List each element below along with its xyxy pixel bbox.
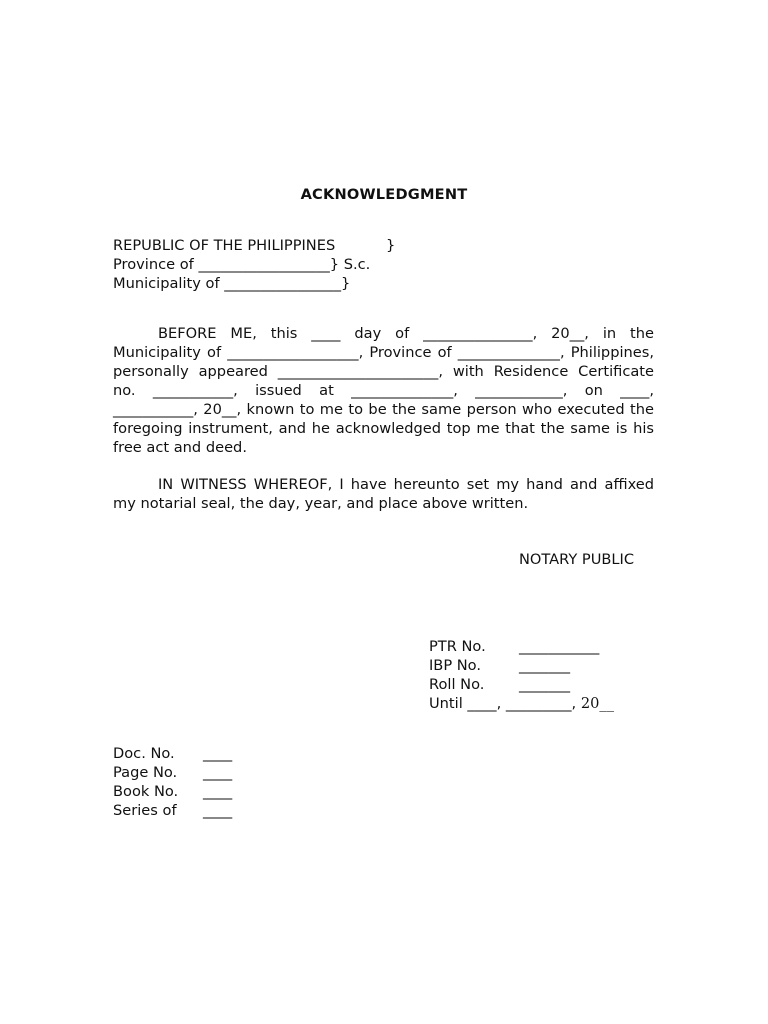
doc-row: [113, 744, 253, 763]
venue-block: [113, 236, 453, 293]
series-label: Series of: [113, 802, 177, 819]
document-title: ACKNOWLEDGMENT: [300, 186, 468, 203]
until-year: 20__: [580, 695, 614, 712]
ptr-label: PTR No.: [429, 638, 486, 655]
series-row: [113, 801, 253, 820]
book-value: ____: [203, 783, 233, 800]
page-label: Page No.: [113, 764, 178, 781]
until-text: Until ____, _________,: [429, 695, 577, 712]
venue-line-municipality: Municipality of ________________}: [113, 275, 351, 292]
acknowledgment-paragraph: BEFORE ME, this ____ day of _______________, 20__, in the Municipality of __________________, Province of ______________, Philippines, personally appeared ______________________, with Residence Certificate no. ___________, issued at ______________, ____________, on ____, ___________, 20__, known to me to be the same person who executed the foregoing instrument, and he acknowledged top me that the same is his free act and deed.: [113, 325, 654, 456]
page-value: ____: [203, 764, 233, 781]
series-value: ____: [203, 802, 233, 819]
notary-public-label: NOTARY PUBLIC: [519, 551, 635, 568]
ibp-value: _______: [519, 657, 571, 674]
roll-label: Roll No.: [429, 676, 485, 693]
ibp-row: [429, 656, 649, 675]
venue-line-republic: [113, 236, 453, 255]
ptr-value: ___________: [519, 638, 600, 655]
book-label: Book No.: [113, 783, 179, 800]
venue-republic-text: REPUBLIC OF THE PHILIPPINES: [113, 237, 336, 254]
doc-label: Doc. No.: [113, 745, 175, 762]
venue-line-province: Province of __________________} S.c.: [113, 256, 371, 273]
witness-paragraph: IN WITNESS WHEREOF, I have hereunto set my hand and affixed my notarial seal, the day, year, and place above written.: [113, 476, 654, 512]
doc-value: ____: [203, 745, 233, 762]
ibp-label: IBP No.: [429, 657, 481, 674]
ptr-block: [429, 637, 649, 713]
book-row: [113, 782, 253, 801]
venue-brace: }: [386, 237, 396, 254]
page-row: [113, 763, 253, 782]
roll-row: [429, 675, 649, 694]
roll-value: _______: [519, 676, 571, 693]
ptr-row: [429, 637, 649, 656]
until-row: [429, 694, 649, 713]
doc-block: [113, 744, 253, 820]
